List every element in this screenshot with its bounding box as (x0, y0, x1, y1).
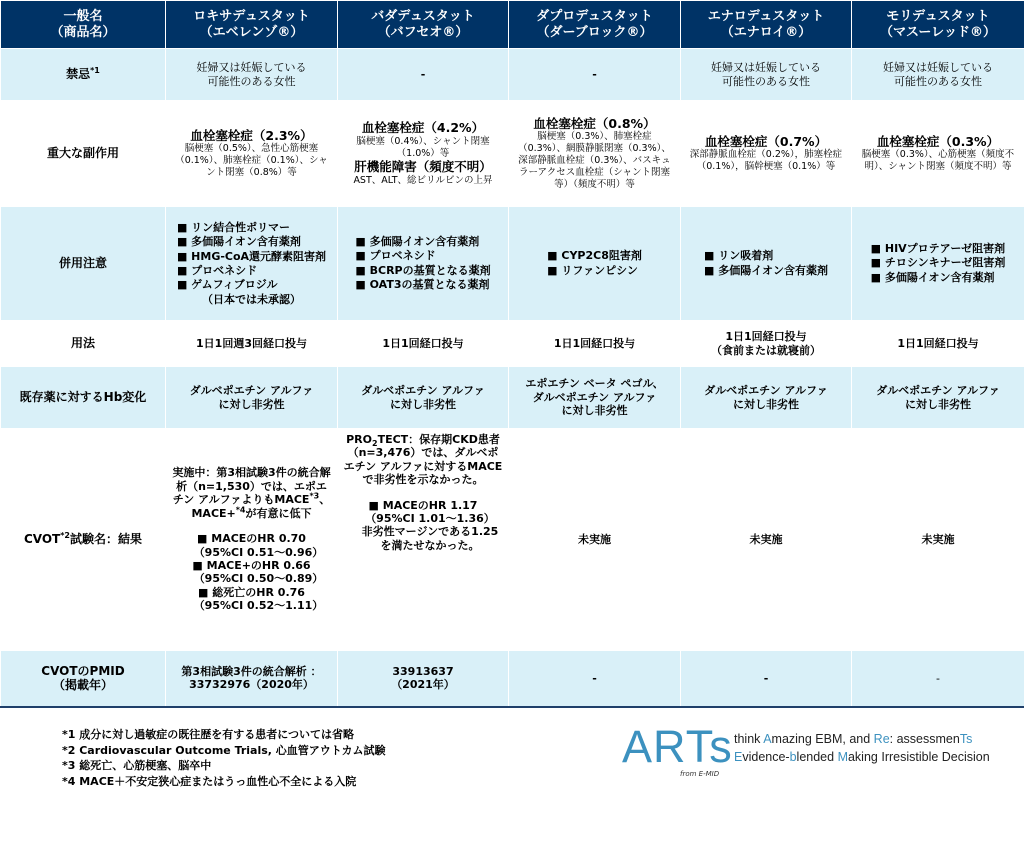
interaction-list (355, 235, 490, 292)
row-cvot (1, 429, 1024, 651)
contra-vadadustat: - (338, 49, 509, 101)
pmid-roxadustat: 第3相試験3件の統合解析 ： 33732976（2020年） (166, 651, 338, 707)
header-vadadustat: バダデュスタット （バフセオ®） (338, 1, 509, 49)
pmid-vadadustat: 33913637 （2021年） (338, 651, 509, 707)
cvot-vadadustat: $PRO_2TECT$：保存期CKD患者（n=3,476）では、ダルベポエチン アルファに対するMACEで非劣性を示なかった。 ■ MACEのHR 1.17 （95%CI 1.01～1.36） 非劣性マージンである1.25を満たせなかった。 (338, 429, 509, 651)
contra-roxadustat: 妊婦又は妊娠している 可能性のある女性 (166, 49, 338, 101)
list-item: ■ BCRPの基質となる薬剤 (355, 264, 490, 278)
row-label-interaction: 併用注意 (1, 207, 166, 321)
row-label-usage: 用法 (1, 321, 166, 367)
row-hb-change (1, 367, 1024, 429)
footnote: *2 Cardiovascular Outcome Trials, 心血管アウトカム試験 (62, 743, 386, 757)
list-item: ■ リン結合性ポリマー (177, 221, 326, 235)
row-adverse-effects (1, 101, 1024, 207)
list-item: ■ プロベネシド (355, 249, 490, 263)
hb-vadadustat: ダルベポエチン アルファ に対し非劣性 (338, 367, 509, 429)
list-item: ■ 多価陽イオン含有薬剤 (177, 235, 326, 249)
row-label-hb: 既存薬に対するHb変化 (1, 367, 166, 429)
interaction-list (177, 221, 326, 292)
cvot-roxadustat: 実施中：第3相試験3件の統合解析（n=1,530）では、エポエチン アルファよりもMACE$^{*3}$、MACE+$^{*4}$が有意に低下 ■ MACEのHR 0.70 （95%CI 0.51～0.96） ■ MACE+のHR 0.66 （95%CI 0.50～0.89） ■ 総死亡のHR 0.76 （95%CI 0.52～1.11） (166, 429, 338, 651)
logo-tagline: think Amazing EBM, and Re: assessmenTs Evidence-blended Making Irresistible Decision (734, 732, 990, 765)
cvot-result-item: ■ 総死亡のHR 0.76 (198, 585, 305, 599)
logo-from: from E-MID (680, 770, 720, 778)
usage-molidustat: 1日1回経口投与 (852, 321, 1024, 367)
list-item: ■ OAT3の基質となる薬剤 (355, 278, 490, 292)
adverse-roxadustat: 血栓塞栓症（2.3%） 脳梗塞（0.5%）、急性心筋梗塞（0.1%）、肺塞栓症（0.1%）、シャント閉塞（0.8%）等 (166, 101, 338, 207)
interaction-list (871, 242, 1006, 285)
footnote: *1 成分に対し過敏症の既往歴を有する患者については省略 (62, 728, 355, 741)
header-row (1, 1, 1024, 49)
interaction-note: （日本では未承認） (202, 292, 301, 306)
list-item: ■ リン吸着剤 (704, 249, 828, 263)
list-item: ■ 多価陽イオン含有薬剤 (704, 264, 828, 278)
footnotes (62, 727, 385, 789)
logo-wordmark: ARTs (622, 721, 733, 772)
interaction-enarodustat (681, 207, 852, 321)
cvot-daprodustat: 未実施 (509, 429, 681, 651)
list-item: ■ リファンピシン (547, 264, 642, 278)
row-pmid (1, 651, 1024, 707)
list-item: ■ チロシンキナーゼ阻害剤 (871, 256, 1006, 270)
pmid-daprodustat: - (509, 651, 681, 707)
cvot-enarodustat: 未実施 (681, 429, 852, 651)
adverse-daprodustat: 血栓塞栓症（0.8%） 脳梗塞（0.3%）、肺塞栓症（0.3%）、網膜静脈閉塞（0.3%）、深部静脈血栓症（0.3%）、バスキュラーアクセス血栓症（シャント閉塞等）（頻度不明）等 (509, 101, 681, 207)
interaction-roxadustat (166, 207, 338, 321)
interaction-list (547, 249, 642, 278)
row-contraindication (1, 49, 1024, 101)
interaction-list (704, 249, 828, 278)
header-enarodustat: エナロデュスタット （エナロイ®） (681, 1, 852, 49)
adverse-molidustat: 血栓塞栓症（0.3%） 脳梗塞（0.3%）、心筋梗塞（頻度不明）、シャント閉塞（頻度不明）等 (852, 101, 1024, 207)
usage-vadadustat: 1日1回経口投与 (338, 321, 509, 367)
list-item: ■ HIVプロテアーゼ阻害剤 (871, 242, 1006, 256)
header-daprodustat: ダプロデュスタット （ダーブロック®） (509, 1, 681, 49)
interaction-daprodustat (509, 207, 681, 321)
row-usage (1, 321, 1024, 367)
list-item: ■ HMG-CoA還元酵素阻害剤 (177, 250, 326, 264)
usage-roxadustat: 1日1回週3回経口投与 (166, 321, 338, 367)
cvot-result-item: ■ MACE+のHR 0.66 (192, 558, 311, 572)
hb-daprodustat: エポエチン ベータ ペゴル、 ダルベポエチン アルファ に対し非劣性 (509, 367, 681, 429)
header-roxadustat: ロキサデュスタット （エベレンゾ®） (166, 1, 338, 49)
usage-enarodustat: 1日1回経口投与 （食前または就寝前） (681, 321, 852, 367)
row-label-adverse: 重大な副作用 (1, 101, 166, 207)
row-interactions (1, 207, 1024, 321)
usage-daprodustat: 1日1回経口投与 (509, 321, 681, 367)
pmid-molidustat: - (852, 651, 1024, 707)
row-label-cvot: CVOT$^{*2}$試験名：結果 (1, 429, 166, 651)
cvot-result-item: ■ MACEのHR 1.17 (368, 498, 478, 512)
cvot-result-item: ■ MACEのHR 0.70 (197, 532, 306, 546)
list-item: ■ CYP2C8阻害剤 (547, 249, 642, 263)
list-item: ■ 多価陽イオン含有薬剤 (355, 235, 490, 249)
contra-daprodustat: - (509, 49, 681, 101)
list-item: ■ プロベネシド (177, 264, 326, 278)
adverse-vadadustat: 血栓塞栓症（4.2%） 脳梗塞（0.4%）、シャント閉塞（1.0%）等 肝機能障害（頻度不明） AST、ALT、総ビリルビンの上昇 (338, 101, 509, 207)
interaction-vadadustat (338, 207, 509, 321)
footnote: *4 MACE＋不安定狭心症またはうっ血性心不全による入院 (62, 774, 357, 788)
list-item: ■ ゲムフィブロジル (177, 278, 326, 292)
list-item: ■ 多価陽イオン含有薬剤 (871, 271, 1006, 285)
cvot-molidustat: 未実施 (852, 429, 1024, 651)
contra-enarodustat: 妊婦又は妊娠している 可能性のある女性 (681, 49, 852, 101)
row-label-pmid: CVOTのPMID （掲載年） (1, 651, 166, 707)
row-label-contraindication: 禁忌$^{*1}$ (1, 49, 166, 101)
pmid-enarodustat: - (681, 651, 852, 707)
adverse-enarodustat: 血栓塞栓症（0.7%） 深部静脈血栓症（0.2%），肺塞栓症（0.1%），脳幹梗塞（0.1%）等 (681, 101, 852, 207)
hb-roxadustat: ダルベポエチン アルファ に対し非劣性 (166, 367, 338, 429)
hb-molidustat: ダルベポエチン アルファ に対し非劣性 (852, 367, 1024, 429)
header-generic-name: 一般名 （商品名） (1, 1, 166, 49)
footnote: *3 総死亡、心筋梗塞、脳卒中 (62, 759, 212, 773)
interaction-molidustat (852, 207, 1024, 321)
arts-logo (622, 721, 1022, 784)
contra-molidustat: 妊婦又は妊娠している 可能性のある女性 (852, 49, 1024, 101)
header-molidustat: モリデュスタット （マスーレッド®） (852, 1, 1024, 49)
hb-enarodustat: ダルベポエチン アルファ に対し非劣性 (681, 367, 852, 429)
